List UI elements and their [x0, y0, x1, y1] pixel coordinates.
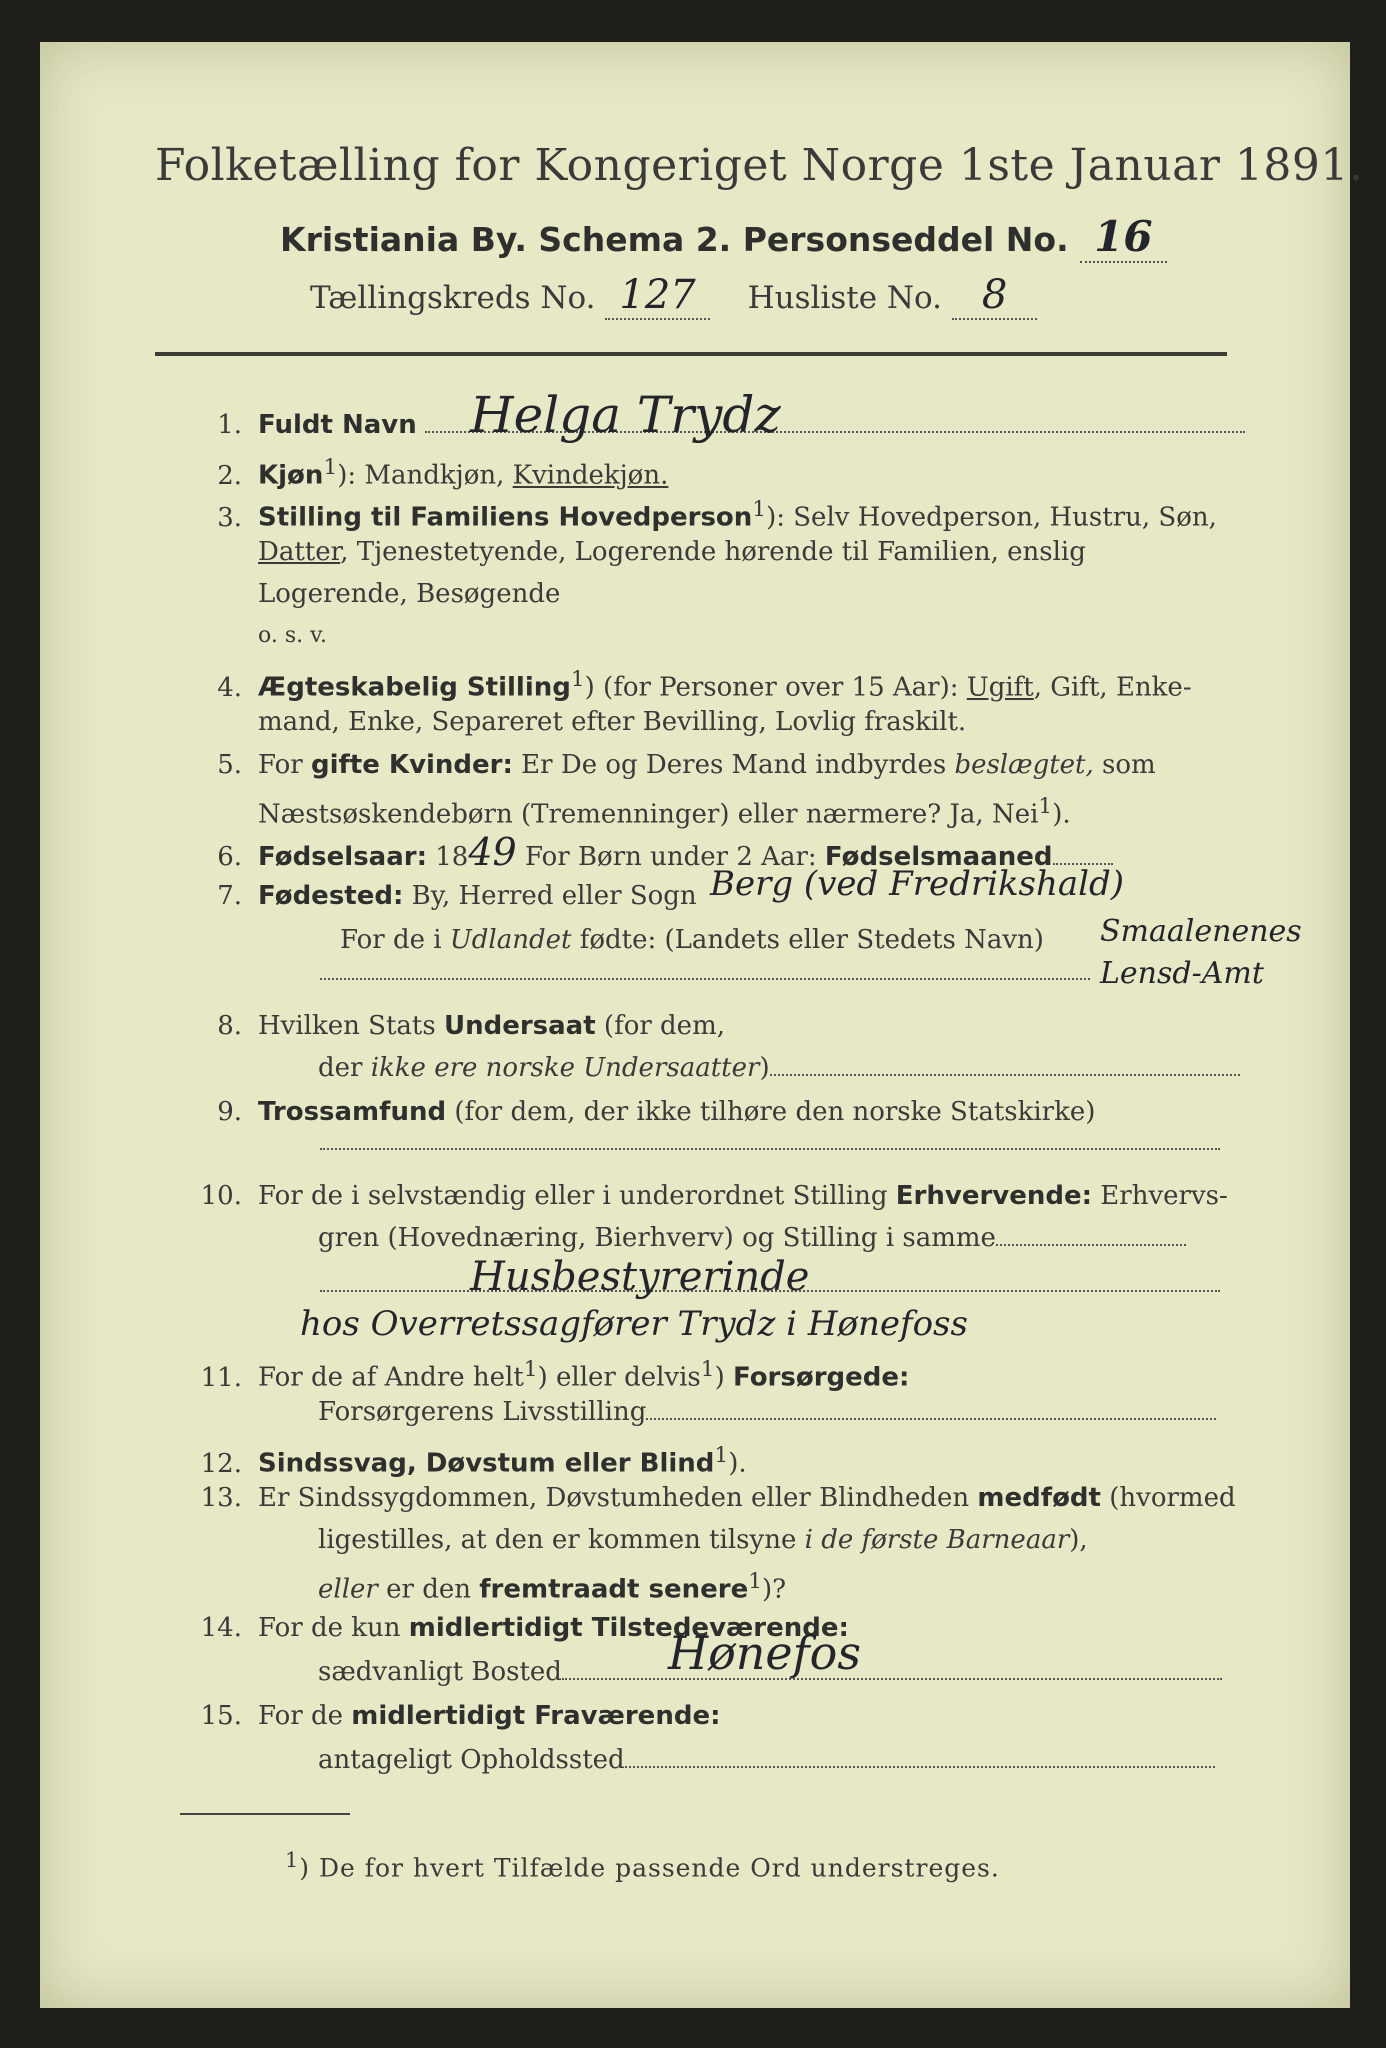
occupation-value-2: hos Overretssagfører Trydz i Hønefoss — [300, 1304, 968, 1344]
field-number: 11. — [200, 1362, 242, 1393]
field-label: midlertidigt Fraværende: — [351, 1701, 721, 1731]
field-text: 18 — [427, 842, 469, 872]
subtitle-prefix: Kristiania By. Schema 2. Personseddel No. — [280, 220, 1069, 259]
field-7-line-2 — [340, 920, 1044, 960]
field-text: For de i selvstændig eller i underordnet Stilling — [258, 1181, 896, 1211]
field-text: (for dem, der ikke tilhøre den norske Statskirke) — [446, 1097, 1096, 1127]
form-kreds-line — [310, 272, 1037, 320]
footnote-marker: 1 — [700, 1357, 715, 1382]
religion-entry-line — [320, 1148, 1220, 1150]
field-text: For de — [258, 1701, 352, 1731]
field-number: 4. — [217, 672, 242, 703]
footnote-marker: 1 — [285, 1848, 300, 1872]
field-text: fødte: (Landets eller Stedets Navn) — [571, 925, 1044, 955]
field-number: 15. — [200, 1701, 242, 1731]
field-label: midlertidigt Tilstedeværende: — [408, 1613, 849, 1643]
field-2-sex: 2. Kjøn$^1$): Mandkjøn, Kvindekjøn. — [150, 448, 668, 496]
field-13-congenital — [150, 1478, 1236, 1518]
birthplace-abroad-value-2: Lensd-Amt — [1100, 956, 1264, 991]
residence-entry-line — [562, 1678, 1222, 1680]
field-10-line-2 — [318, 1218, 1186, 1258]
field-text: ) (for Personer over 15 Aar): — [584, 672, 967, 703]
field-number: 3. — [217, 502, 242, 533]
form-title: Folketælling for Kongeriget Norge 1ste Januar 1891. — [155, 140, 1364, 191]
field-11-supported — [150, 1350, 909, 1398]
field-label: Kjøn — [258, 460, 324, 491]
field-number: 8. — [217, 1011, 242, 1041]
field-number: 12. — [200, 1448, 242, 1479]
footnote-marker: 1 — [323, 455, 338, 480]
field-text: ). — [1052, 799, 1071, 830]
kreds-no-value: 127 — [605, 272, 709, 320]
field-3-position — [150, 490, 1217, 538]
field-number: 10. — [200, 1181, 242, 1211]
birthplace-entry-line — [320, 978, 1090, 980]
field-text: der — [318, 1053, 371, 1083]
field-text: Hvilken Stats — [258, 1011, 444, 1041]
field-3-line-3: Logerende, Besøgende — [258, 579, 561, 609]
field-15-temporary-absent — [150, 1696, 720, 1736]
field-13-line-2 — [318, 1520, 1088, 1560]
birthplace-abroad-value-1: Smaalenenes — [1100, 914, 1302, 949]
field-italic-text: beslægtet, — [954, 750, 1094, 780]
field-label: gifte Kvinder: — [310, 750, 513, 780]
field-italic-text: Udlandet — [449, 925, 572, 955]
field-3-line-2 — [258, 532, 1086, 572]
header-rule — [155, 352, 1227, 356]
field-8-line-2 — [318, 1048, 1240, 1088]
field-text: Er De og Deres Mand indbyrdes — [512, 750, 955, 780]
field-text: ligestilles, at den er kommen tilsyne — [318, 1525, 805, 1555]
option-datter-selected: Datter — [258, 537, 341, 567]
field-text: By, Herred eller Sogn — [403, 881, 697, 911]
field-text: som — [1093, 750, 1156, 780]
field-text: Er Sindssygdommen, Døvstumheden eller Blindheden — [258, 1483, 978, 1513]
birthplace-value: Berg (ved Fredrikshald) — [710, 864, 1125, 904]
field-label: Forsørgede: — [732, 1362, 910, 1393]
field-text: Næstsøskendebørn (Tremenninger) eller nærmere? Ja, Nei — [258, 799, 1039, 830]
field-text: er den — [377, 1574, 480, 1605]
field-number: 9. — [217, 1097, 242, 1127]
field-label: Stilling til Familiens Hovedperson — [258, 502, 753, 533]
footnote — [285, 1848, 1000, 1882]
field-label: Fødselsmaaned — [824, 842, 1053, 872]
field-4-marital — [150, 660, 1192, 708]
field-text: ). — [728, 1448, 747, 1479]
occupation-value-1: Husbestyrerinde — [470, 1254, 810, 1300]
form-subtitle — [280, 212, 1167, 263]
field-text: For de af Andre helt — [258, 1362, 524, 1393]
full-name-value: Helga Trydz — [470, 386, 781, 444]
option-kvindekjon-selected: Kvindekjøn. — [512, 460, 669, 491]
footnote-marker: 1 — [1038, 794, 1053, 819]
field-label: Ægteskabelig Stilling — [258, 672, 571, 703]
field-number: 6. — [217, 842, 242, 872]
husliste-no-value: 8 — [952, 272, 1037, 320]
citizenship-entry-line — [770, 1074, 1240, 1076]
field-text: For Børn under 2 Aar: — [516, 842, 825, 872]
field-text: For de kun — [258, 1613, 409, 1643]
husliste-label: Husliste No. — [747, 280, 943, 316]
field-text: , Tjenestetyende, Logerende hørende til Familien, enslig — [340, 537, 1086, 567]
field-text: Forsørgerens Livsstilling — [318, 1397, 647, 1427]
footnote-text: ) De for hvert Tilfælde passende Ord understreges. — [299, 1853, 1000, 1883]
footnote-marker: 1 — [748, 1569, 763, 1594]
field-10-occupation — [150, 1176, 1228, 1216]
field-text: ): Selv Hovedperson, Hustru, Søn, — [766, 502, 1217, 533]
footnote-marker: 1 — [752, 497, 767, 522]
field-italic-text: ikke ere norske Undersaatter — [370, 1053, 760, 1083]
field-label: Sindssvag, Døvstum eller Blind — [258, 1448, 715, 1479]
field-label: Fødselsaar: — [258, 842, 427, 872]
field-text: (hvormed — [1100, 1483, 1236, 1513]
stay-entry-line — [625, 1766, 1215, 1768]
field-text: sædvanligt Bosted — [318, 1657, 562, 1687]
field-15-line-2 — [318, 1740, 1215, 1780]
occupation-entry-line-1 — [996, 1244, 1186, 1246]
field-label: fremtraadt senere — [479, 1574, 749, 1605]
field-9-religion — [150, 1092, 1095, 1132]
option-ugift-selected: Ugift — [966, 672, 1034, 703]
field-text: For de i — [340, 925, 450, 955]
field-number: 7. — [217, 881, 242, 911]
kreds-label: Tællingskreds No. — [310, 280, 596, 316]
field-label: Fuldt Navn — [258, 410, 417, 440]
footnote-marker: 1 — [570, 667, 585, 692]
field-text: , Gift, Enke- — [1033, 672, 1192, 703]
field-7-birthplace — [150, 876, 697, 916]
usual-residence-value: Hønefos — [668, 1626, 861, 1680]
field-12-disability — [150, 1436, 747, 1484]
field-5-married-women — [150, 745, 1156, 785]
field-8-citizenship — [150, 1006, 725, 1046]
field-3-line-4: o. s. v. — [258, 623, 327, 648]
field-text: antageligt Opholdssted — [318, 1745, 625, 1775]
field-4-line-2: mand, Enke, Separeret efter Bevilling, Lovlig fraskilt. — [258, 707, 967, 737]
field-label: Trossamfund — [258, 1097, 447, 1127]
field-text: gren (Hovednæring, Bierhverv) og Stilling i samme — [318, 1223, 996, 1253]
supporter-entry-line — [646, 1418, 1216, 1420]
field-11-line-2 — [318, 1392, 1216, 1432]
field-text: ), — [1069, 1525, 1088, 1555]
field-label: Erhvervende: — [895, 1181, 1093, 1211]
option-mandkjon: Mandkjøn, — [364, 460, 505, 491]
footnote-rule — [180, 1813, 350, 1815]
field-number: 13. — [200, 1483, 242, 1513]
personseddel-no-value: 16 — [1080, 212, 1166, 263]
field-text: ) — [759, 1053, 770, 1083]
field-text: (for dem, — [595, 1011, 725, 1041]
field-italic-text: i de første Barneaar — [804, 1525, 1070, 1555]
birth-year-value: 49 — [468, 830, 517, 874]
field-number: 2. — [217, 460, 242, 491]
field-text: )? — [762, 1574, 787, 1605]
field-number: 1. — [217, 410, 242, 440]
field-italic-text: eller — [318, 1574, 378, 1605]
field-number: 5. — [217, 750, 242, 780]
field-label: Fødested: — [258, 881, 404, 911]
field-label: Undersaat — [443, 1011, 596, 1041]
field-5-line-2 — [258, 787, 1071, 835]
field-number: 14. — [200, 1613, 242, 1643]
field-text: Erhvervs- — [1092, 1181, 1228, 1211]
field-label: medfødt — [977, 1483, 1101, 1513]
field-text: ) — [714, 1362, 733, 1393]
field-13-line-3 — [318, 1562, 786, 1610]
field-text: For — [258, 750, 311, 780]
footnote-marker: 1 — [714, 1443, 729, 1468]
field-text: ) eller delvis — [537, 1362, 701, 1393]
footnote-marker: 1 — [523, 1357, 538, 1382]
